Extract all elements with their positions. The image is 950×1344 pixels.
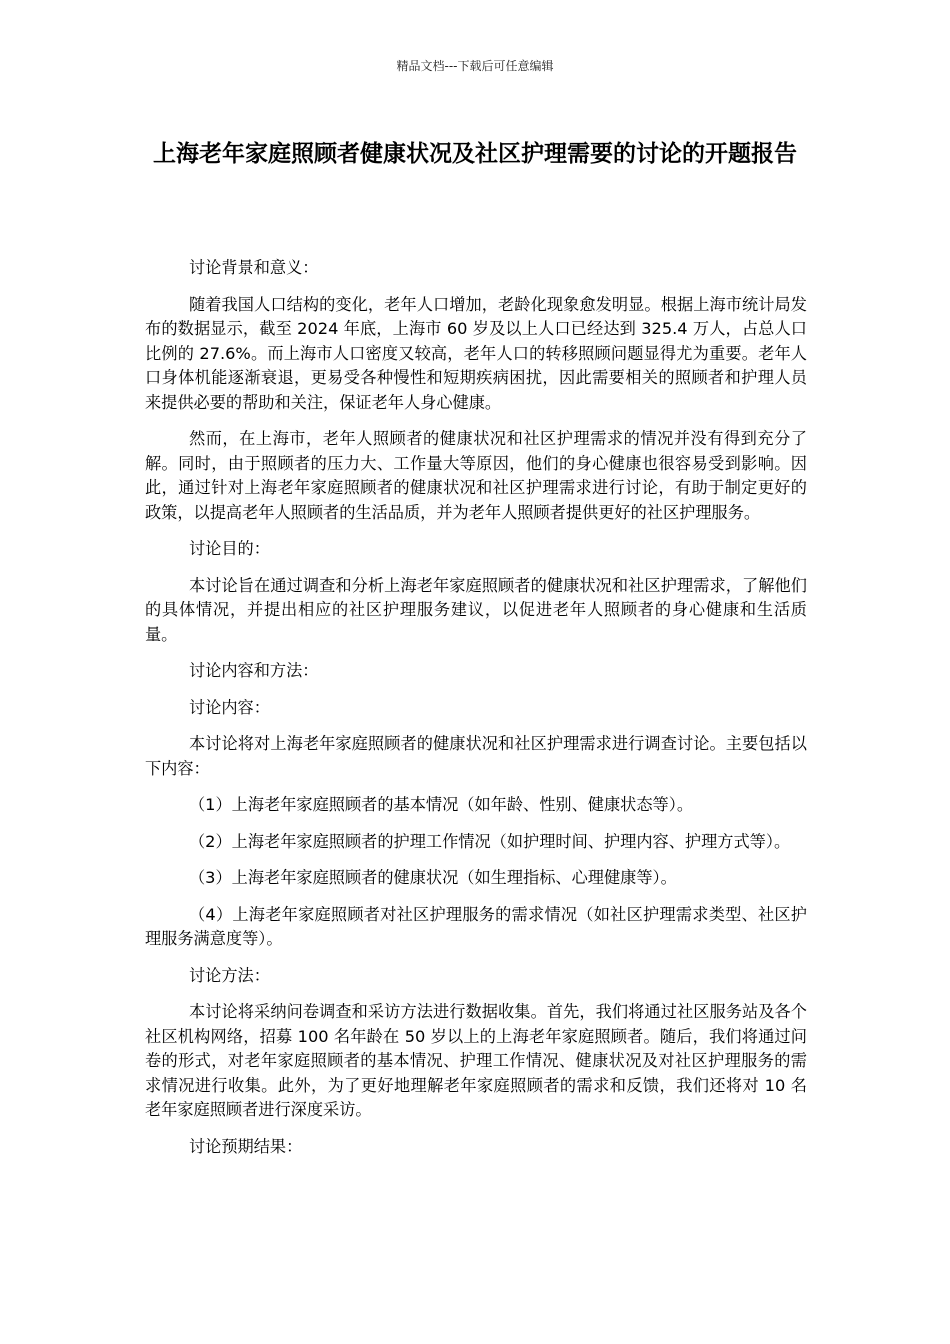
content-heading: 讨论内容：	[189, 697, 270, 717]
purpose-paragraph: 本讨论旨在通过调查和分析上海老年家庭照顾者的健康状况和社区护理需求，了解他们的具体情况，并提出相应的社区护理服务建议，以促进老年人照顾者的身心健康和生活质量。	[145, 575, 807, 644]
expected-results-heading: 讨论预期结果：	[189, 1136, 303, 1156]
content-list-item-1: （1）上海老年家庭照顾者的基本情况（如年龄、性别、健康状态等）。	[189, 795, 694, 814]
content-method-heading: 讨论内容和方法：	[189, 661, 319, 680]
document-title: 上海老年家庭照顾者健康状况及社区护理需要的讨论的开题报告	[153, 141, 797, 167]
content-paragraph: 本讨论将对上海老年家庭照顾者的健康状况和社区护理需求进行调查讨论。主要包括以下内容：	[145, 734, 807, 778]
content-list-item-2: （2）上海老年家庭照顾者的护理工作情况（如护理时间、护理内容、护理方式等）。	[189, 831, 791, 851]
background-paragraph-1: 随着我国人口结构的变化，老年人口增加，老龄化现象愈发明显。根据上海市统计局发布的数据显示，截至 2024 年底，上海市 60 岁及以上人口已经达到 325.4 万人，占总人口比例的 27.6%。而上海市人口密度又较高，老年人口的转移照顾问题显得尤为重要。老年人口身体机能逐渐衰退，更易受各种慢性和短期疾病困扰，因此需要相关的照顾者和护理人员来提供必要的帮助和关注，保证老年人身心健康。	[145, 294, 807, 412]
document-body	[145, 256, 807, 1171]
background-heading: 讨论背景和意义：	[189, 258, 319, 277]
method-paragraph: 本讨论将采纳问卷调查和采访方法进行数据收集。首先，我们将通过社区服务站及各个社区机构网络，招募 100 名年龄在 50 岁以上的上海老年家庭照顾者。随后，我们将通过问卷的形式，对老年家庭照顾者的基本情况、护理工作情况、健康状况及对社区护理服务的需求情况进行收集。此外，为了更好地理解老年家庭照顾者的需求和反馈，我们还将对 10 名老年家庭照顾者进行深度采访。	[145, 1002, 807, 1119]
purpose-heading: 讨论目的：	[189, 539, 270, 558]
method-heading: 讨论方法：	[189, 965, 270, 985]
background-paragraph-2: 然而，在上海市，老年人照顾者的健康状况和社区护理需求的情况并没有得到充分了解。同时，由于照顾者的压力大、工作量大等原因，他们的身心健康也很容易受到影响。因此，通过针对上海老年家庭照顾者的健康状况和社区护理需求进行讨论，有助于制定更好的政策，以提高老年人照顾者的生活品质，并为老年人照顾者提供更好的社区护理服务。	[145, 429, 807, 522]
content-list-item-3: （3）上海老年家庭照顾者的健康状况（如生理指标、心理健康等）。	[189, 868, 677, 887]
content-list-item-4: （4）上海老年家庭照顾者对社区护理服务的需求情况（如社区护理需求类型、社区护理服务满意度等）。	[145, 904, 807, 948]
header-note: 精品文档---下载后可任意编辑	[396, 59, 554, 73]
